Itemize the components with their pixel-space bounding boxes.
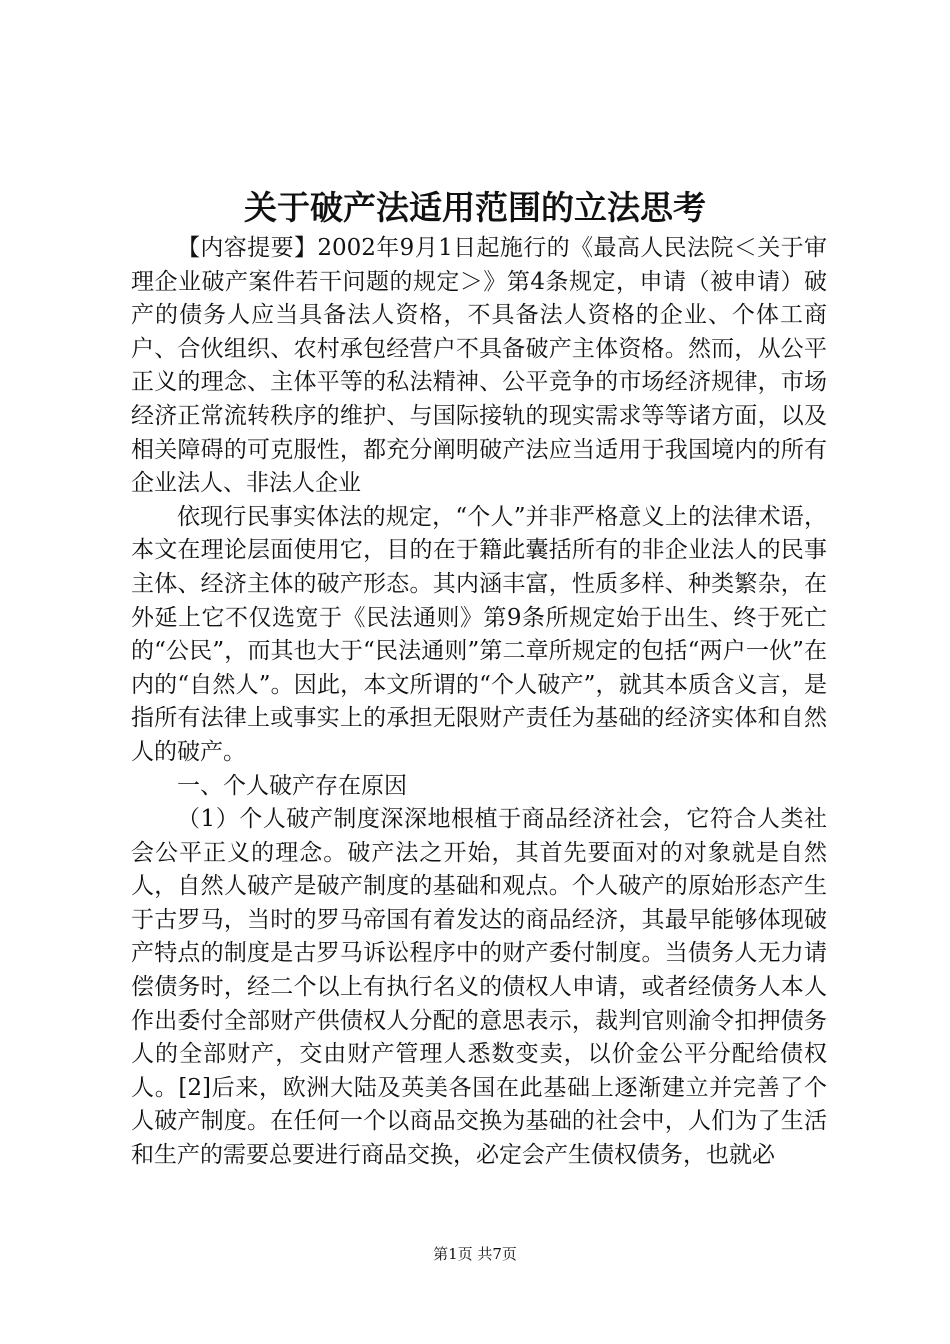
document-title: 关于破产法适用范围的立法思考 (244, 188, 706, 227)
page-footer: 第1页 共7页 (433, 1245, 517, 1263)
reason-paragraph: （1）个人破产制度深深地根植于商品经济社会，它符合人类社会公平正义的理念。破产法之开始，其首先要面对的对象就是自然人，自然人破产是破产制度的基础和观点。个人破产的原始形态产生于古罗马，当时的罗马帝国有着发达的商品经济，其最早能够体现破产特点的制度是古罗马诉讼程序中的财产委付制度。当债务人无力请偿债务时，经二个以上有执行名义的债权人申请，或者经债务人本人作出委付全部财产供债权人分配的意思表示，裁判官则渝令扣押债务人的全部财产，交由财产管理人悉数变卖，以价金公平分配给债权人。[2]后来，欧洲大陆及英美各国在此基础上逐渐建立并完善了个人破产制度。在任何一个以商品交换为基础的社会中，人们为了生活和生产的需要总要进行商品交换，必定会产生债权债务，也就必 (131, 806, 827, 1169)
document-body (131, 232, 827, 1173)
definition-paragraph: 依现行民事实体法的规定，“个人”并非严格意义上的法律术语，本文在理论层面使用它，目的在于籍此囊括所有的非企业法人的民事主体、经济主体的破产形态。其内涵丰富，性质多样、种类繁杂，在外延上它不仅选宽于《民法通则》第9条所规定始于出生、终于死亡的“公民”，而其也大于“民法通则”第二章所规定的包括“两户一伙”在内的“自然人”。因此，本文所谓的“个人破产”，就其本质含义言，是指所有法律上或事实上的承担无限财产责任为基础的经济实体和自然人的破产。 (131, 503, 827, 765)
abstract-paragraph: 【内容提要】2002年9月1日起施行的《最高人民法院＜关于审理企业破产案件若干问题的规定＞》第4条规定，申请（被申请）破产的债务人应当具备法人资格，不具备法人资格的企业、个体工商户、合伙组织、农村承包经营户不具备破产主体资格。然而，从公平正义的理念、主体平等的私法精神、公平竞争的市场经济规律，市场经济正常流转秩序的维护、与国际接轨的现实需求等等诸方面，以及相关障碍的可克服性，都充分阐明破产法应当适用于我国境内的所有企业法人、非法人企业 (131, 235, 827, 497)
section-heading: 一、个人破产存在原因 (177, 772, 407, 799)
